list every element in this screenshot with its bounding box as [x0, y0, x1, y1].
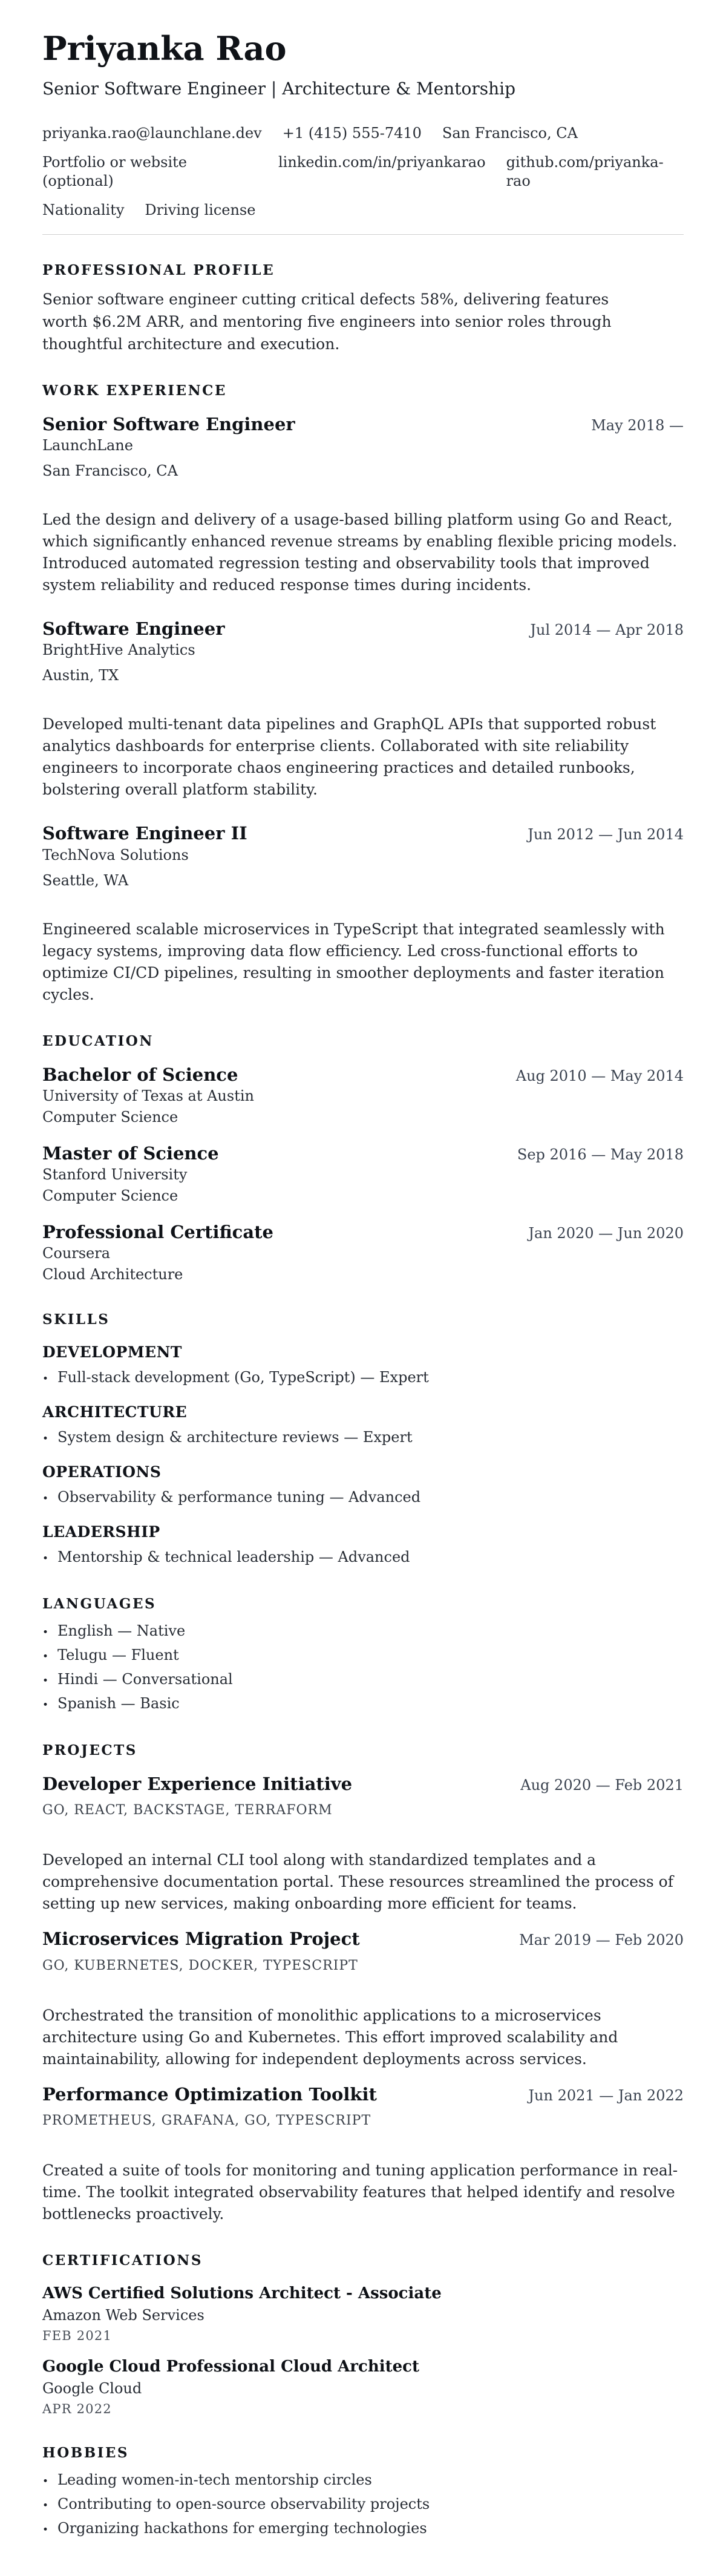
bullet-icon: • — [42, 1699, 49, 1712]
language-item-label: Spanish — Basic — [57, 1695, 180, 1712]
entry-header — [42, 1142, 684, 1164]
language-item — [42, 1670, 684, 1691]
hobby-item — [42, 2519, 684, 2540]
skill-item — [42, 1368, 684, 1389]
skill-group-name: ARCHITECTURE — [42, 1403, 188, 1421]
skill-item — [42, 1548, 684, 1568]
job-location: Austin, TX — [42, 667, 119, 684]
hobby-item-label: Organizing hackathons for emerging technologies — [57, 2519, 427, 2537]
contact-nationality-placeholder: Nationality — [42, 202, 125, 219]
skill-group — [42, 1402, 684, 1449]
contact-driving-license-placeholder: Driving license — [145, 202, 256, 219]
contact-row — [42, 153, 684, 191]
job-title: Software Engineer II — [42, 823, 247, 844]
hobby-list — [42, 2471, 684, 2540]
certification-title: Google Cloud Professional Cloud Architect — [42, 2357, 419, 2376]
school-name: Coursera — [42, 1245, 111, 1262]
project-tags: GO, REACT, BACKSTAGE, TERRAFORM — [42, 1803, 333, 1818]
company-name: BrightHive Analytics — [42, 641, 195, 659]
section-projects — [42, 1742, 684, 2225]
section-heading: HOBBIES — [42, 2444, 129, 2461]
section-heading: SKILLS — [42, 1311, 110, 1328]
degree-title: Master of Science — [42, 1142, 219, 1164]
skill-list — [42, 1488, 684, 1509]
education-entry — [42, 1142, 684, 1205]
contact-website-placeholder: Portfolio or website (optional) — [42, 154, 188, 190]
job-title: Senior Software Engineer — [42, 413, 295, 434]
certification-entry — [42, 2356, 684, 2417]
education-entry — [42, 1221, 684, 1284]
bullet-icon: • — [42, 1675, 49, 1688]
skill-item — [42, 1428, 684, 1449]
section-work-experience — [42, 382, 684, 1006]
skill-list — [42, 1368, 684, 1389]
section-certifications — [42, 2252, 684, 2417]
language-list — [42, 1622, 684, 1715]
language-item — [42, 1694, 684, 1715]
bullet-icon: • — [42, 1651, 49, 1663]
resume-header — [42, 29, 684, 235]
section-professional-profile — [42, 261, 684, 355]
entry-header — [42, 822, 684, 844]
section-heading: EDUCATION — [42, 1032, 154, 1049]
date-range: Mar 2019 — Feb 2020 — [519, 1932, 684, 1949]
entry-header — [42, 618, 684, 640]
language-item-label: Telugu — Fluent — [57, 1647, 179, 1664]
certification-entry — [42, 2283, 684, 2344]
project-entry — [42, 2083, 684, 2225]
issuer-name: Amazon Web Services — [42, 2306, 204, 2324]
job-description: Developed multi-tenant data pipelines and GraphQL APIs that supported robust analytics dashboards for enterprise clients. Collaborated with site reliability engineers to incorporate chaos engineering practices and detailed runbooks, bolstering overall platform stability. — [42, 715, 656, 799]
section-languages — [42, 1595, 684, 1715]
skill-item-label: System design & architecture reviews — Expert — [57, 1429, 413, 1446]
field-of-study: Computer Science — [42, 1187, 178, 1205]
contact-row — [42, 124, 684, 143]
section-heading: CERTIFICATIONS — [42, 2252, 203, 2269]
skill-group-name: LEADERSHIP — [42, 1523, 160, 1541]
bullet-icon: • — [42, 1493, 49, 1506]
job-title: Software Engineer — [42, 618, 225, 640]
entry-header — [42, 2083, 684, 2105]
date-range: Jul 2014 — Apr 2018 — [530, 621, 684, 639]
hobby-item — [42, 2495, 684, 2515]
project-entry — [42, 1928, 684, 2070]
issuer-name: Google Cloud — [42, 2379, 142, 2397]
degree-title: Bachelor of Science — [42, 1064, 238, 1085]
language-item-label: Hindi — Conversational — [57, 1671, 233, 1688]
contact-row — [42, 201, 684, 220]
job-description: Engineered scalable microservices in TypeScript that integrated seamlessly with legacy systems, improving data flow efficiency. Led cross-functional efforts to optimize CI/CD pipelines, resulting in smoother deployments and faster iteration cycles. — [42, 920, 665, 1003]
section-heading: PROFESSIONAL PROFILE — [42, 262, 275, 279]
skill-list — [42, 1548, 684, 1568]
header-divider — [42, 234, 684, 235]
job-location: San Francisco, CA — [42, 462, 178, 480]
contact-city: San Francisco, CA — [442, 125, 578, 142]
bullet-icon: • — [42, 2523, 49, 2536]
section-heading: LANGUAGES — [42, 1596, 157, 1613]
candidate-name: Priyanka Rao — [42, 29, 287, 68]
section-heading: PROJECTS — [42, 1742, 137, 1759]
hobby-item-label: Leading women-in-tech mentorship circles — [57, 2471, 372, 2488]
date-range: Jun 2012 — Jun 2014 — [528, 826, 684, 844]
bullet-icon: • — [42, 2475, 49, 2488]
date-range: Jan 2020 — Jun 2020 — [528, 1225, 684, 1242]
entry-header — [42, 1064, 684, 1086]
entry-header — [42, 413, 684, 435]
education-entry — [42, 1064, 684, 1127]
skill-group-name: DEVELOPMENT — [42, 1343, 183, 1362]
contact-info — [42, 124, 684, 220]
project-tags: PROMETHEUS, GRAFANA, GO, TYPESCRIPT — [42, 2112, 371, 2128]
language-item-label: English — Native — [57, 1622, 186, 1640]
contact-email: priyanka.rao@launchlane.dev — [42, 125, 262, 142]
project-title: Developer Experience Initiative — [42, 1774, 353, 1795]
hobby-item — [42, 2471, 684, 2491]
date-range: Aug 2020 — Feb 2021 — [520, 1777, 684, 1794]
section-education — [42, 1032, 684, 1285]
contact-linkedin: linkedin.com/in/priyankarao — [278, 154, 486, 171]
section-heading: WORK EXPERIENCE — [42, 382, 227, 399]
certification-date: FEB 2021 — [42, 2328, 113, 2343]
date-range: Sep 2016 — May 2018 — [517, 1145, 684, 1163]
language-item — [42, 1622, 684, 1642]
profile-summary: Senior software engineer cutting critical defects 58%, delivering features worth $6.2M ARR, and mentoring five engineers into senior roles through thoughtful architecture and execution. — [42, 290, 612, 353]
certification-title: AWS Certified Solutions Architect - Associate — [42, 2284, 442, 2302]
school-name: Stanford University — [42, 1166, 188, 1184]
experience-entry — [42, 413, 684, 596]
experience-entry — [42, 822, 684, 1005]
candidate-headline: Senior Software Engineer | Architecture & Mentorship — [42, 78, 515, 99]
project-description: Developed an internal CLI tool along with standardized templates and a comprehensive documentation portal. These resources streamlined the process of setting up new services, making onboarding more efficient for teams. — [42, 1851, 673, 1913]
field-of-study: Computer Science — [42, 1108, 178, 1126]
bullet-icon: • — [42, 2499, 49, 2512]
skill-group — [42, 1462, 684, 1509]
project-description: Created a suite of tools for monitoring and tuning application performance in real-time. The toolkit integrated observability features that helped identify and resolve bottlenecks proactively. — [42, 2161, 678, 2223]
project-title: Microservices Migration Project — [42, 1929, 360, 1950]
school-name: University of Texas at Austin — [42, 1087, 254, 1104]
bullet-icon: • — [42, 1433, 49, 1446]
project-title: Performance Optimization Toolkit — [42, 2083, 377, 2105]
date-range: Aug 2010 — May 2014 — [515, 1067, 684, 1084]
skill-item-label: Mentorship & technical leadership — Advanced — [57, 1549, 410, 1566]
bullet-icon: • — [42, 1373, 49, 1386]
job-location: Seattle, WA — [42, 871, 129, 889]
project-description: Orchestrated the transition of monolithic applications to a microservices architecture using Go and Kubernetes. This effort improved scalability and maintainability, allowing for independent deployments across services. — [42, 2006, 618, 2068]
project-entry — [42, 1773, 684, 1915]
field-of-study: Cloud Architecture — [42, 1266, 183, 1283]
skill-group-name: OPERATIONS — [42, 1463, 162, 1481]
experience-entry — [42, 618, 684, 801]
date-range: Jun 2021 — Jan 2022 — [528, 2086, 684, 2104]
entry-header — [42, 1221, 684, 1243]
skill-group — [42, 1522, 684, 1568]
skill-item-label: Observability & performance tuning — Advanced — [57, 1489, 421, 1506]
entry-header — [42, 1928, 684, 1950]
entry-header — [42, 1773, 684, 1795]
skill-item-label: Full-stack development (Go, TypeScript) — Expert — [57, 1369, 429, 1386]
company-name: TechNova Solutions — [42, 846, 189, 864]
project-tags: GO, KUBERNETES, DOCKER, TYPESCRIPT — [42, 1958, 358, 1973]
bullet-icon: • — [42, 1627, 49, 1639]
certification-date: APR 2022 — [42, 2401, 112, 2416]
skill-group — [42, 1342, 684, 1389]
section-hobbies — [42, 2444, 684, 2540]
job-description: Led the design and delivery of a usage-based billing platform using Go and React, which significantly enhanced revenue streams by enabling flexible pricing models. Introduced automated regression testing and observability tools that improved system reliability and reduced response times during incidents. — [42, 511, 678, 594]
language-item — [42, 1646, 684, 1667]
date-range: May 2018 — — [591, 416, 684, 434]
degree-title: Professional Certificate — [42, 1222, 273, 1243]
skill-item — [42, 1488, 684, 1509]
bullet-icon: • — [42, 1553, 49, 1565]
hobby-item-label: Contributing to open-source observability projects — [57, 2495, 430, 2512]
contact-phone: +1 (415) 555-7410 — [282, 125, 422, 142]
contact-github: github.com/priyanka-rao — [506, 154, 664, 190]
skill-list — [42, 1428, 684, 1449]
section-skills — [42, 1311, 684, 1568]
company-name: LaunchLane — [42, 437, 133, 454]
